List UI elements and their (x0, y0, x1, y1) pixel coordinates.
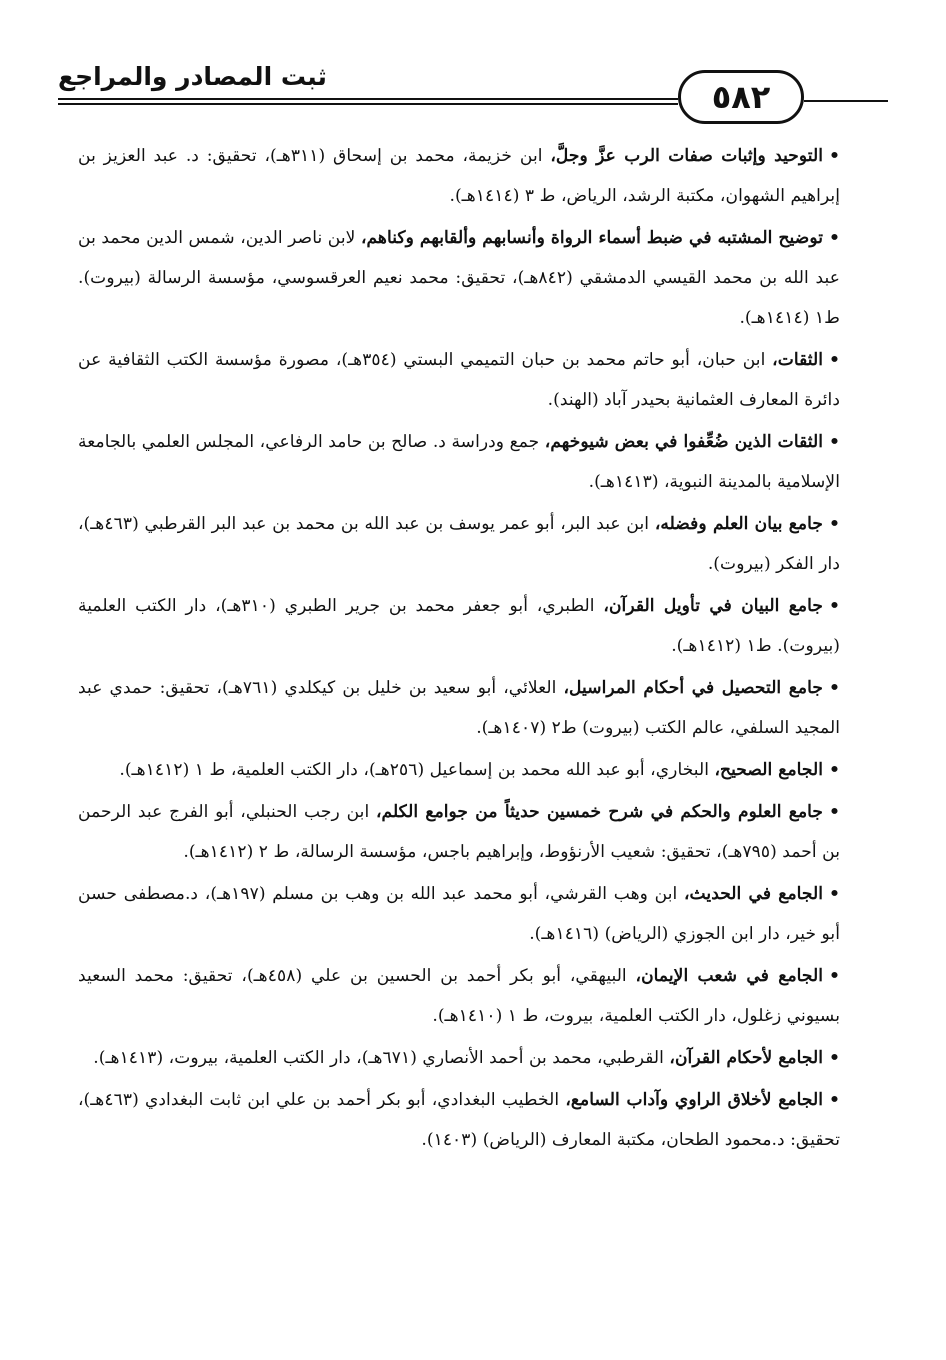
entry-details: جمع ودراسة د. صالح بن حامد الرفاعي، المجلس العلمي بالجامعة الإسلامية بالمدينة النبوية، (١٤١٣هـ). (78, 432, 840, 492)
entry-details: العلائي، أبو سعيد بن خليل بن كيكلدي (٧٦١هـ)، تحقيق: حمدي عبد المجيد السلفي، عالم الكتب (بيروت) ط٢ (١٤٠٧هـ). (78, 678, 840, 738)
bibliography-entry (78, 1038, 840, 1078)
bullet: • (829, 146, 841, 166)
entry-title: الجامع في شعب الإيمان، (635, 966, 823, 986)
running-title: ثبت المصادر والمراجع (58, 62, 327, 91)
bullet: • (829, 802, 841, 822)
entry-details: ابن رجب الحنبلي، أبو الفرج عبد الرحمن بن أحمد (٧٩٥هـ)، تحقيق: شعيب الأرنؤوط، وإبراهيم باجس، مؤسسة الرسالة، ط ٢ (١٤١٢هـ). (78, 802, 840, 862)
bibliography-entry (78, 668, 840, 748)
bibliography-entry (78, 874, 840, 954)
entry-title: جامع العلوم والحكم في شرح خمسين حديثاً من جوامع الكلم، (375, 802, 824, 822)
entry-details: ابن خزيمة، محمد بن إسحاق (٣١١هـ)، تحقيق: د. عبد العزيز بن إبراهيم الشهوان، مكتبة الرشد، الرياض، ط ٣ (١٤١٤هـ). (78, 146, 840, 206)
entry-details: القرطبي، محمد بن أحمد الأنصاري (٦٧١هـ)، دار الكتب العلمية، بيروت، (١٤١٣هـ). (93, 1048, 670, 1068)
entry-title: الجامع الصحيح، (714, 760, 823, 780)
bullet: • (829, 884, 840, 904)
bibliography-entry (78, 586, 840, 666)
entry-title: الثقات، (772, 350, 823, 370)
bibliography-entry (78, 792, 840, 872)
bullet: • (829, 228, 840, 248)
bibliography-entry (78, 340, 840, 420)
entry-details: ابن عبد البر، أبو عمر يوسف بن عبد الله بن محمد بن عبد البر القرطبي (٤٦٣هـ)، دار الفكر (بيروت). (78, 514, 840, 574)
bullet: • (829, 1048, 840, 1068)
header-rule (58, 103, 678, 105)
bibliography-entry (78, 750, 840, 790)
entry-details: الخطيب البغدادي، أبو بكر أحمد بن علي ابن ثابت البغدادي (٤٦٣هـ)، تحقيق: د.محمود الطحان، مكتبة المعارف (الرياض) (١٤٠٣). (78, 1090, 840, 1150)
bibliography-entry (78, 956, 840, 1036)
header-rule (804, 100, 888, 102)
entry-title: الجامع في الحديث، (683, 884, 823, 904)
bullet: • (829, 760, 840, 780)
entry-title: الجامع لأحكام القرآن، (669, 1048, 823, 1068)
page-number: ٥٨٢ (678, 70, 804, 124)
entry-title: الثقات الذين ضُعِّفوا في بعض شيوخهم، (544, 432, 823, 452)
bullet: • (828, 432, 840, 452)
header-rule (58, 98, 678, 100)
bibliography-entry (78, 136, 840, 216)
bibliography-entry (78, 422, 840, 502)
entry-details: لابن ناصر الدين، شمس الدين محمد بن عبد الله بن محمد القيسي الدمشقي (٨٤٢هـ)، تحقيق: محمد نعيم العرقسوسي، مؤسسة الرسالة (بيروت). ط١ (١٤١٤هـ). (78, 228, 840, 328)
bibliography-entry (78, 504, 840, 584)
bibliography-entry (78, 1080, 840, 1160)
bibliography-list (78, 136, 840, 1160)
entry-title: توضيح المشتبه في ضبط أسماء الرواة وأنسابهم وألقابهم وكناهم، (360, 228, 823, 248)
entry-details: البيهقي، أبو بكر أحمد بن الحسين بن علي (٤٥٨هـ)، تحقيق: محمد السعيد بسيوني زغلول، دار الكتب العلمية، بيروت، ط ١ (١٤١٠هـ). (78, 966, 840, 1026)
page-header (58, 60, 888, 130)
entry-title: جامع التحصيل في أحكام المراسيل، (563, 678, 823, 698)
bullet: • (829, 678, 840, 698)
entry-title: جامع البيان في تأويل القرآن، (603, 596, 823, 616)
entry-title: جامع بيان العلم وفضله، (654, 514, 823, 534)
entry-title: التوحيد وإثبات صفات الرب عزَّ وجلَّ، (550, 146, 824, 166)
entry-details: ابن حبان، أبو حاتم محمد بن حبان التميمي البستي (٣٥٤هـ)، مصورة مؤسسة الكتب الثقافية عن دائرة المعارف العثمانية بحيدر آباد (الهند). (78, 350, 840, 410)
entry-details: الطبري، أبو جعفر محمد بن جرير الطبري (٣١٠هـ)، دار الكتب العلمية (بيروت). ط١ (١٤١٢هـ). (78, 596, 840, 656)
bullet: • (829, 514, 840, 534)
bullet: • (829, 350, 840, 370)
bullet: • (829, 1090, 840, 1110)
entry-title: الجامع لأخلاق الراوي وآداب السامع، (565, 1090, 823, 1110)
entry-details: ابن وهب القرشي، أبو محمد عبد الله بن وهب بن مسلم (١٩٧هـ)، د.مصطفى حسن أبو خير، دار ابن الجوزي (الرياض) (١٤١٦هـ). (78, 884, 840, 944)
bullet: • (828, 596, 840, 616)
entry-details: البخاري، أبو عبد الله محمد بن إسماعيل (٢٥٦هـ)، دار الكتب العلمية، ط ١ (١٤١٢هـ). (119, 760, 715, 780)
bullet: • (829, 966, 840, 986)
bibliography-entry (78, 218, 840, 338)
